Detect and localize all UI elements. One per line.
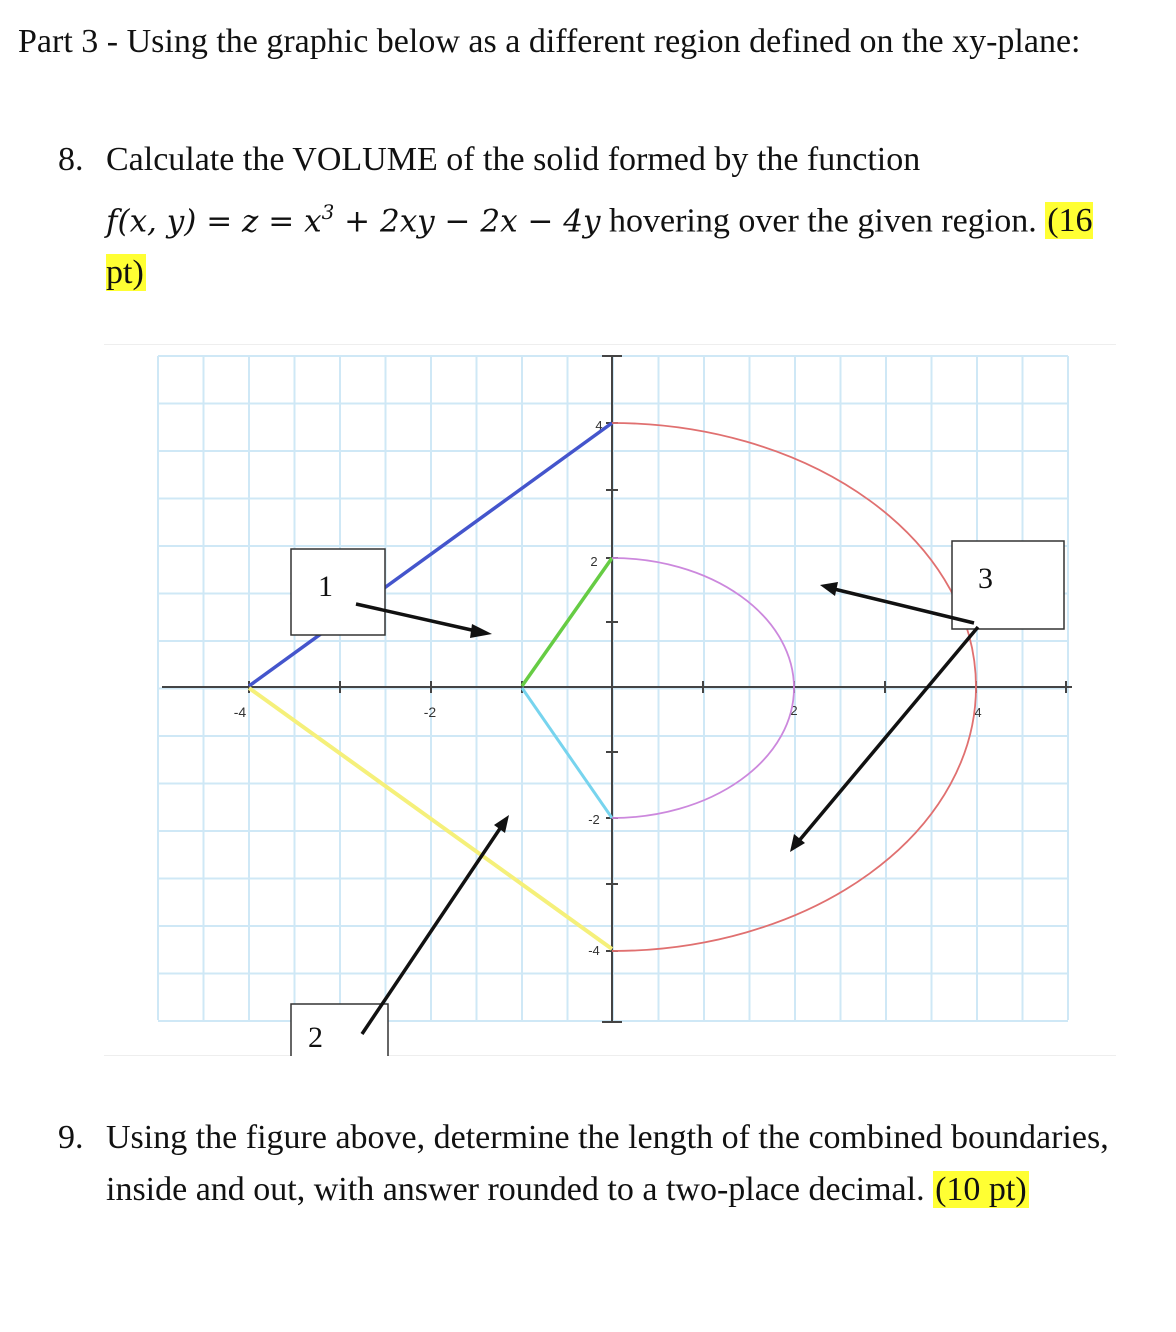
question-8-text-after: hovering over the given region. — [600, 202, 1037, 240]
part-heading: Part 3 - Using the graphic below as a different region defined on the xy-plane: — [18, 23, 1081, 60]
tick-label-y-2: 2 — [590, 554, 598, 569]
question-9-number: 9. — [58, 1119, 84, 1156]
callout-box-2 — [291, 1004, 388, 1056]
callout-box-1 — [291, 549, 385, 635]
callout-label-1: 1 — [318, 570, 333, 603]
callout-box-3 — [952, 541, 1064, 629]
question-8-function-rest: + 2xy − 2x − 4y — [334, 203, 601, 240]
question-8-text-before: Calculate the VOLUME of the solid formed by the function — [106, 141, 921, 178]
tick-label-y-neg2: -2 — [588, 812, 600, 827]
question-8-points: (16 pt) — [106, 202, 1093, 292]
question-8-function-lhs: f(x, y) = z = — [106, 203, 305, 240]
question-8-function-exponent: 3 — [321, 200, 335, 224]
tick-label-x-neg2: -2 — [423, 704, 437, 720]
callout-label-3: 3 — [978, 562, 993, 595]
tick-label-y-neg4: -4 — [588, 943, 600, 958]
tick-label-x-neg4: -4 — [233, 704, 247, 720]
tick-label-x-2: 2 — [790, 703, 798, 718]
tick-label-x-4: 4 — [974, 705, 982, 720]
question-8 — [58, 134, 1138, 299]
callout-label-2: 2 — [308, 1021, 323, 1054]
question-8-number: 8. — [58, 141, 84, 178]
question-9-points: (10 pt) — [935, 1171, 1027, 1208]
question-8-function-x3: x — [304, 203, 322, 240]
region-figure — [104, 344, 1116, 1056]
question-9 — [58, 1112, 1138, 1216]
tick-label-y-4: 4 — [595, 418, 603, 433]
question-9-text: Using the figure above, determine the length of the combined boundaries, inside and out, with answer rounded to a two-place decimal. — [106, 1119, 1109, 1208]
